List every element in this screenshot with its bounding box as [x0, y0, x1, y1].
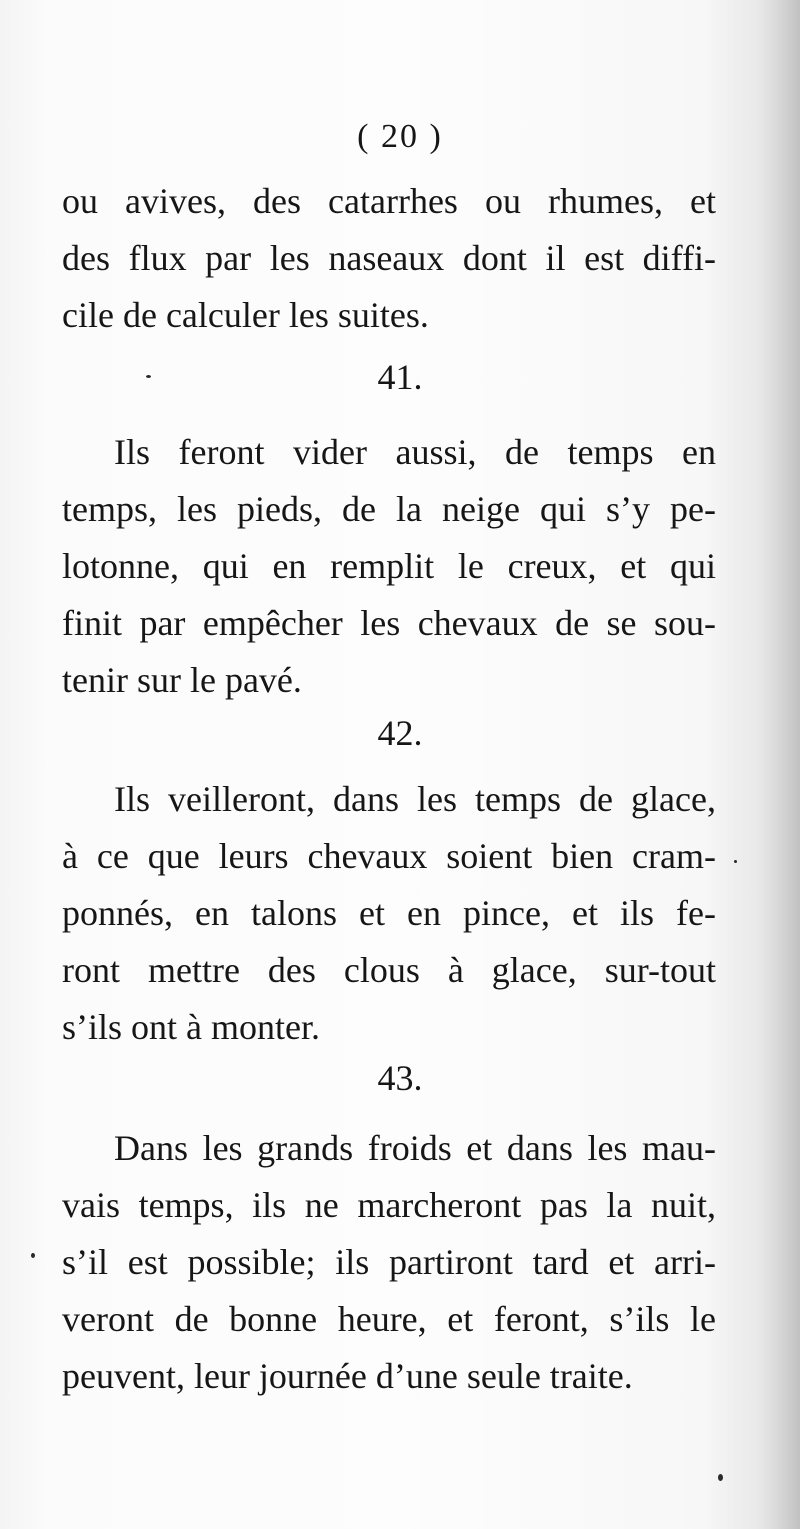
text-line: ront mettre des clous à glace, sur-tout — [62, 950, 716, 990]
text-line: ponnés, en talons et en pince, et ils fe- — [62, 893, 716, 933]
text-line: Dans les grands froids et dans les mau- — [114, 1128, 716, 1168]
text-line: lotonne, qui en remplit le creux, et qui — [62, 546, 716, 586]
text-line: peuvent, leur journée d’une seule traite. — [62, 1356, 633, 1396]
text-line: tenir sur le pavé. — [62, 660, 302, 700]
paragraph-41 — [62, 424, 716, 709]
text-line: cile de calculer les suites. — [62, 295, 429, 335]
text-line: Ils veilleront, dans les temps de glace, — [114, 779, 716, 819]
paragraph-continued — [62, 173, 716, 344]
page-number: ( 20 ) — [357, 118, 443, 155]
section-number-42: 42. — [377, 713, 423, 753]
text-line: s’il est possible; ils partiront tard et arri- — [62, 1242, 716, 1282]
paragraph-42 — [62, 771, 716, 1056]
text-line: veront de bonne heure, et feront, s’ils le — [62, 1299, 716, 1339]
text-line: Ils feront vider aussi, de temps en — [114, 432, 716, 472]
paragraph-43 — [62, 1120, 716, 1405]
page-edge-shadow — [758, 0, 800, 1529]
text-line: temps, les pieds, de la neige qui s’y pe- — [62, 489, 716, 529]
text-line: s’ils ont à monter. — [62, 1007, 320, 1047]
ink-speck — [734, 860, 737, 863]
text-line: des flux par les naseaux dont il est diffi- — [62, 238, 716, 278]
ink-speck — [31, 1253, 35, 1258]
text-line: vais temps, ils ne marcheront pas la nuit, — [62, 1185, 716, 1225]
ink-speck — [146, 375, 151, 378]
section-number-41: 41. — [377, 357, 423, 397]
section-number-43: 43. — [377, 1058, 423, 1098]
text-line: ou avives, des catarrhes ou rhumes, et — [62, 181, 716, 221]
text-line: finit par empêcher les chevaux de se sou- — [62, 603, 716, 643]
ink-speck — [718, 1474, 723, 1481]
text-line: à ce que leurs chevaux soient bien cram- — [62, 836, 716, 876]
